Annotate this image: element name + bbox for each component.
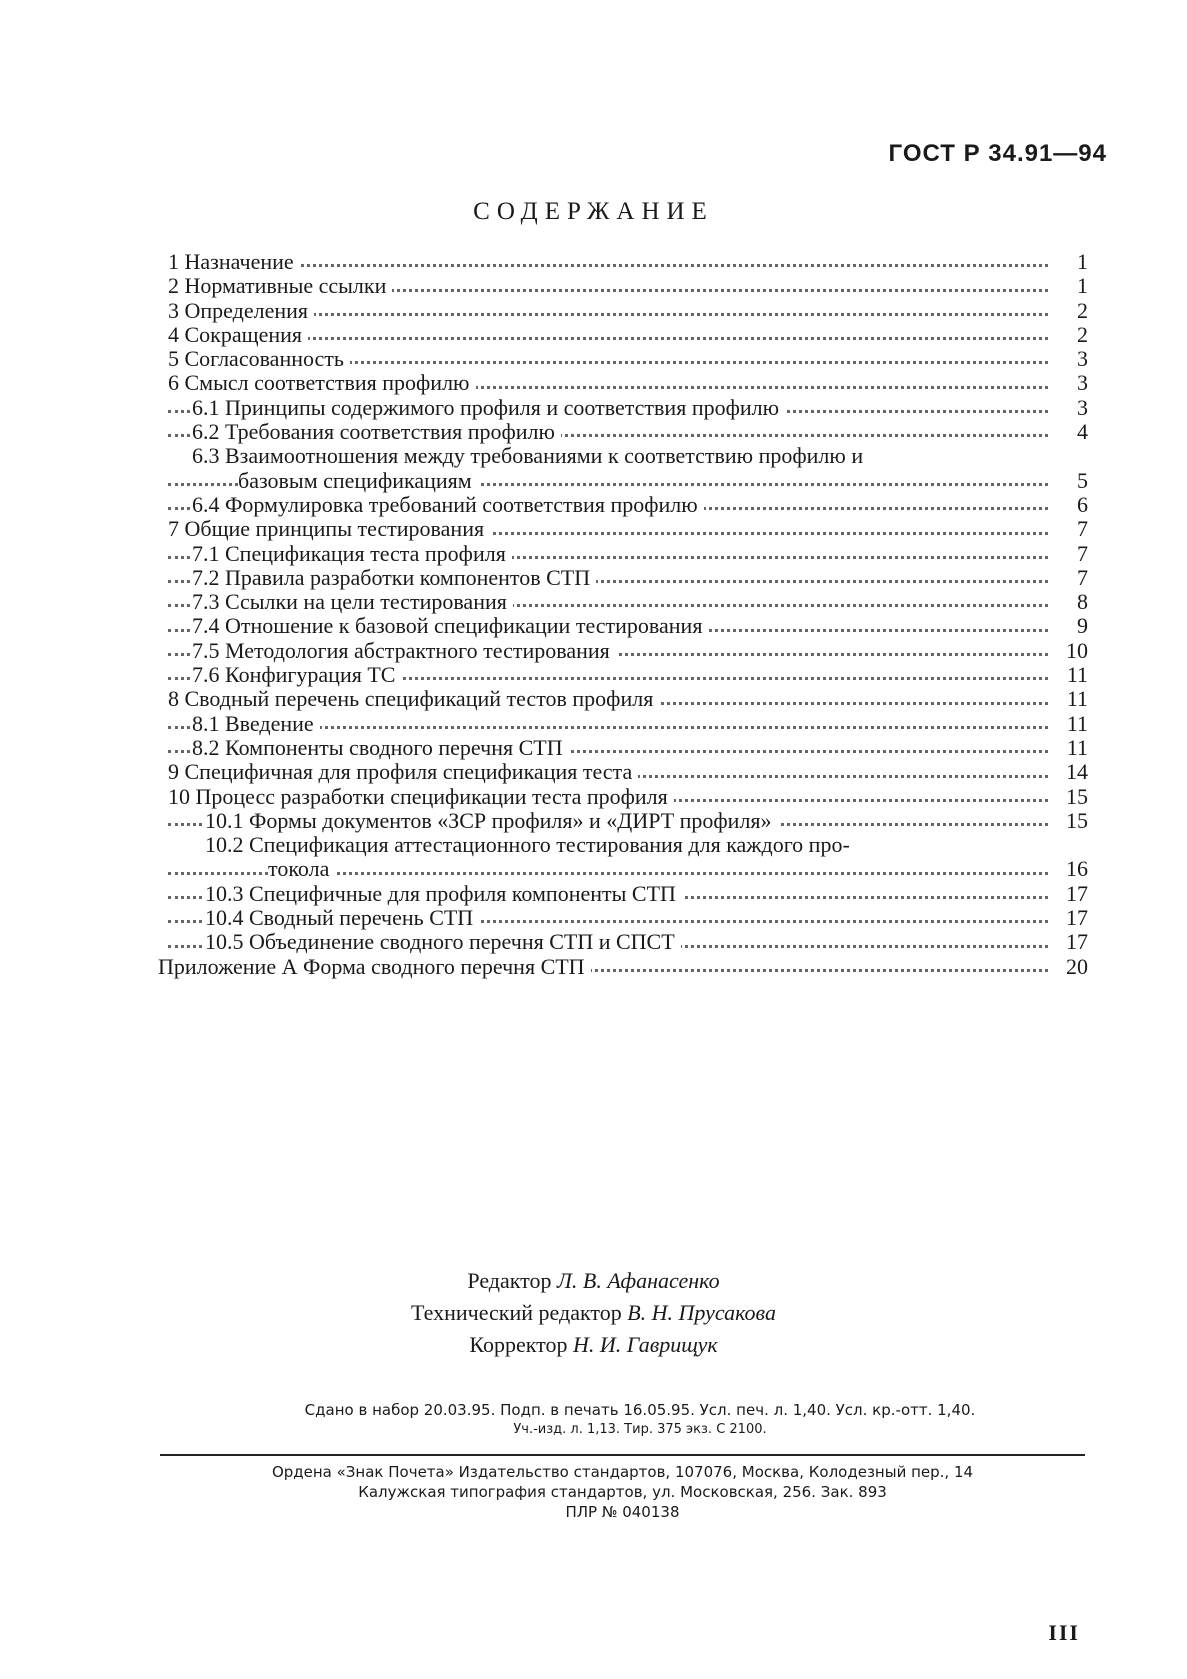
toc-entry[interactable]	[158, 953, 1088, 979]
toc-entry-label: 6.2 Требования соответствия профилю	[192, 420, 561, 444]
publisher-line-2: Калужская типография стандартов, ул. Московская, 256. Зак. 893	[358, 1483, 887, 1501]
divider	[160, 1454, 1085, 1456]
toc-entry[interactable]	[168, 493, 1088, 517]
toc-entry[interactable]	[168, 396, 1088, 420]
toc-entry-page: 2	[1058, 323, 1088, 347]
toc-entry-label: 10.3 Специфичные для профиля компоненты СТП	[205, 882, 682, 906]
toc-entry-label: 6.1 Принципы содержимого профиля и соответствия профилю	[192, 396, 785, 420]
toc-entry[interactable]	[168, 347, 1088, 371]
toc-entry-page: 3	[1058, 396, 1088, 420]
toc-entry[interactable]	[168, 906, 1088, 930]
toc-entry[interactable]	[168, 420, 1088, 444]
toc-entry[interactable]	[168, 833, 1088, 857]
editor-line	[0, 1265, 1187, 1297]
toc-entry[interactable]	[168, 687, 1088, 711]
toc-entry[interactable]	[168, 760, 1088, 784]
toc-entry-label: 10.1 Формы документов «ЗСР профиля» и «ДИРТ профиля»	[205, 809, 778, 833]
imprint-line-1: Сдано в набор 20.03.95. Подп. в печать 16.05.95. Усл. печ. л. 1,40. Усл. кр.-отт. 1,40.	[304, 1401, 976, 1419]
toc-entry-page: 11	[1058, 712, 1088, 736]
tech-editor-name: В. Н. Прусакова	[627, 1300, 776, 1325]
toc-entry-label: 9 Специфичная для профиля спецификация теста	[168, 760, 638, 784]
toc-entry-page: 17	[1058, 930, 1088, 954]
toc-entry-page: 6	[1058, 493, 1088, 517]
toc-entry-label: 2 Нормативные ссылки	[168, 274, 392, 298]
toc-entry[interactable]	[168, 542, 1088, 566]
toc-entry-page: 3	[1058, 371, 1088, 395]
toc-entry[interactable]	[168, 736, 1088, 760]
publisher-line-3: ПЛР № 040138	[565, 1503, 680, 1521]
document-code: ГОСТ Р 34.91—94	[888, 140, 1107, 167]
toc-entry-page: 8	[1058, 590, 1088, 614]
toc-entry-label: 6.4 Формулировка требований соответствия профилю	[192, 493, 704, 517]
toc-entry-label: Приложение А Форма сводного перечня СТП	[158, 955, 591, 979]
toc-entry-page: 11	[1058, 736, 1088, 760]
toc-entry-page: 3	[1058, 347, 1088, 371]
toc-entry[interactable]	[168, 444, 1088, 468]
toc-entry-page: 9	[1058, 614, 1088, 638]
imprint-line-2: Уч.-изд. л. 1,13. Тир. 375 экз. С 2100.	[513, 1422, 767, 1437]
toc-entry-label: 7 Общие принципы тестирования	[168, 517, 490, 541]
toc-entry[interactable]	[168, 274, 1088, 298]
toc-entry-page: 1	[1058, 250, 1088, 274]
toc-entry-page: 7	[1058, 566, 1088, 590]
toc-entry-page: 14	[1058, 760, 1088, 784]
toc-entry-page: 11	[1058, 663, 1088, 687]
toc-entry-page: 4	[1058, 420, 1088, 444]
editor-name: Л. В. Афанасенко	[557, 1268, 720, 1293]
toc-entry[interactable]	[168, 785, 1088, 809]
publisher-line-1: Ордена «Знак Почета» Издательство стандартов, 107076, Москва, Колодезный пер., 14	[271, 1463, 974, 1481]
toc-entry-page: 2	[1058, 299, 1088, 323]
toc-entry-page: 17	[1058, 882, 1088, 906]
publisher-info	[160, 1462, 1085, 1522]
toc-entry[interactable]	[168, 371, 1088, 395]
toc-entry-label: 7.6 Конфигурация ТС	[192, 663, 401, 687]
toc-entry-label: 4 Сокращения	[168, 323, 308, 347]
toc-entry-label: 8 Сводный перечень спецификаций тестов профиля	[168, 687, 659, 711]
toc-entry[interactable]	[168, 663, 1088, 687]
toc-entry-label: 6.3 Взаимоотношения между требованиями к соответствию профилю и	[192, 444, 869, 468]
toc-entry[interactable]	[168, 469, 1088, 493]
toc-entry-page: 15	[1058, 809, 1088, 833]
toc-entry-page: 7	[1058, 517, 1088, 541]
toc-entry-page: 10	[1058, 639, 1088, 663]
corrector-line	[0, 1329, 1187, 1361]
tech-editor-role: Технический редактор	[411, 1300, 622, 1325]
corrector-name: Н. И. Гаврищук	[572, 1332, 718, 1357]
toc-title: СОДЕРЖАНИЕ	[473, 198, 714, 225]
toc-entry-label: 3 Определения	[168, 299, 314, 323]
toc-entry-page: 20	[1058, 955, 1088, 979]
toc-entry[interactable]	[168, 590, 1088, 614]
toc-entry-label: 7.1 Спецификация теста профиля	[192, 542, 512, 566]
imprint	[200, 1400, 1080, 1440]
toc-entry[interactable]	[168, 930, 1088, 954]
toc-entry-page: 11	[1058, 687, 1088, 711]
toc-entry-label: 1 Назначение	[168, 250, 300, 274]
toc-entry-label: 8.1 Введение	[192, 712, 320, 736]
toc-entry-label: 7.5 Методология абстрактного тестирования	[192, 639, 616, 663]
toc-entry[interactable]	[168, 299, 1088, 323]
toc-entry[interactable]	[168, 323, 1088, 347]
toc-entry-page: 16	[1058, 857, 1088, 881]
credits	[0, 1265, 1187, 1361]
toc-entry[interactable]	[168, 857, 1088, 881]
corrector-role: Корректор	[469, 1332, 568, 1357]
toc-entry[interactable]	[168, 614, 1088, 638]
toc-entry[interactable]	[168, 809, 1088, 833]
toc-entry[interactable]	[168, 882, 1088, 906]
toc-entry-label: 10.2 Спецификация аттестационного тестирования для каждого про-	[205, 833, 856, 857]
page-number: III	[1048, 1620, 1080, 1645]
toc-entry[interactable]	[168, 250, 1088, 274]
toc-entry-page: 15	[1058, 785, 1088, 809]
toc-entry-label: 7.3 Ссылки на цели тестирования	[192, 590, 513, 614]
toc-entry[interactable]	[168, 712, 1088, 736]
toc-entry[interactable]	[168, 639, 1088, 663]
table-of-contents	[158, 249, 1088, 979]
tech-editor-line	[0, 1297, 1187, 1329]
toc-entry-page: 7	[1058, 542, 1088, 566]
toc-entry-label: 8.2 Компоненты сводного перечня СТП	[192, 736, 569, 760]
toc-entry-label: базовым спецификациям	[238, 469, 478, 493]
editor-role: Редактор	[467, 1268, 552, 1293]
toc-entry-label: 10.5 Объединение сводного перечня СТП и СПСТ	[205, 930, 681, 954]
toc-entry-page: 1	[1058, 274, 1088, 298]
toc-entry-label: 7.2 Правила разработки компонентов СТП	[192, 566, 596, 590]
toc-entry-page: 5	[1058, 469, 1088, 493]
toc-entry-label: 7.4 Отношение к базовой спецификации тестирования	[192, 614, 708, 638]
toc-entry-label: токола	[268, 857, 335, 881]
toc-entry-label: 6 Смысл соответствия профилю	[168, 371, 476, 395]
toc-entry-label: 10 Процесс разработки спецификации теста профиля	[168, 785, 674, 809]
toc-entry[interactable]	[168, 566, 1088, 590]
toc-entry-page: 17	[1058, 906, 1088, 930]
toc-entry-label: 5 Согласованность	[168, 347, 350, 371]
toc-entry[interactable]	[168, 517, 1088, 541]
toc-entry-label: 10.4 Сводный перечень СТП	[205, 906, 479, 930]
